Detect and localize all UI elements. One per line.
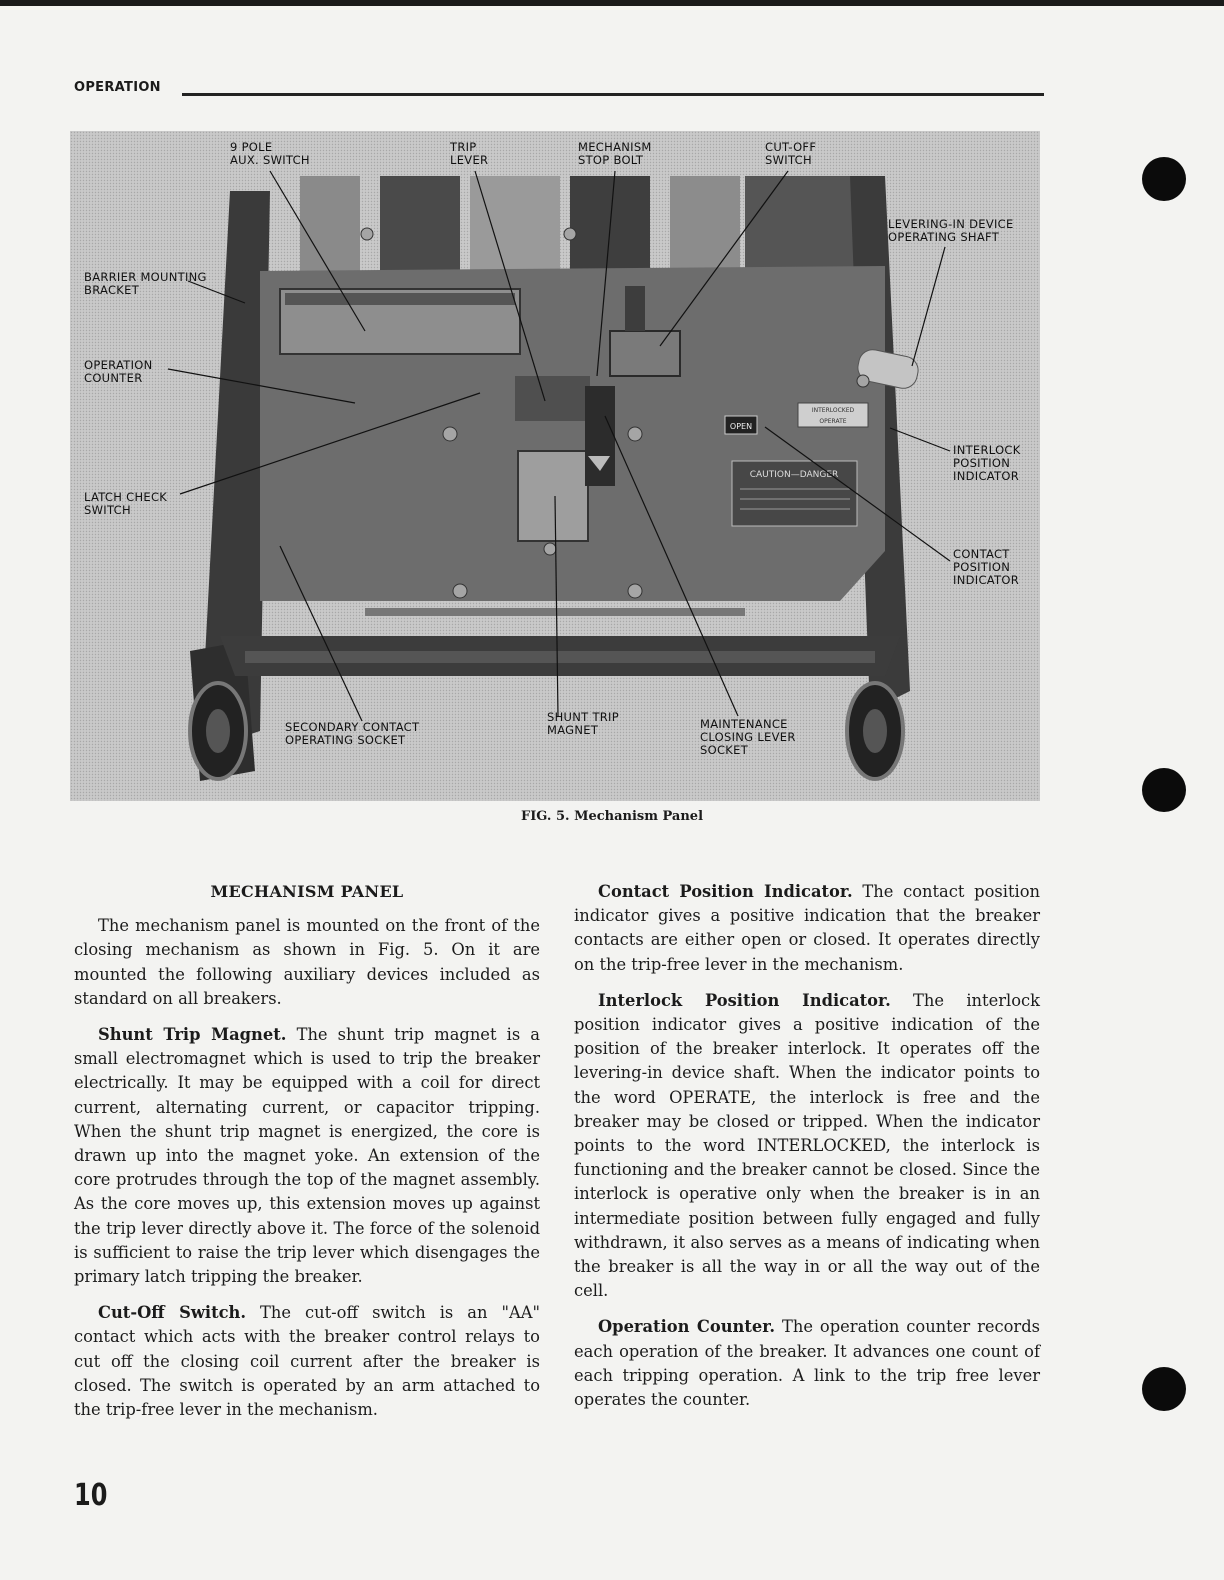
callout-aux-switch: 9 POLE AUX. SWITCH <box>230 140 310 167</box>
contact-indicator-heading: Contact Position Indicator. <box>598 882 853 901</box>
interlock-indicator-heading: Interlock Position Indicator. <box>598 990 891 1010</box>
right-column <box>574 880 1040 1424</box>
left-column <box>74 880 540 1434</box>
section-header <box>74 80 1044 100</box>
figure-caption: FIG. 5. Mechanism Panel <box>520 809 704 824</box>
page-number: 10 <box>74 1478 108 1513</box>
callout-levering-in-shaft: LEVERING-IN DEVICE OPERATING SHAFT <box>888 217 1014 244</box>
interlock-indicator-paragraph: Interlock Position Indicator. The interlock position indicator gives a positive indication of the position of the breaker interlock. It operates off the levering-in device shaft. When the indicator points to the word OPERATE, the interlock is free and the breaker may be closed or tripped. When the indicator points to the word INTERLOCKED, the interlock is functioning and the breaker cannot be closed. Since the interlock is operative only when the breaker is in an intermediate position between fully engaged and fully withdrawn, it also serves as a means of indicating when the breaker is all the way in or all the way out of the cell. <box>574 990 1040 1301</box>
callout-shunt-trip-magnet: SHUNT TRIP MAGNET <box>547 710 619 737</box>
operation-counter-heading: Operation Counter. <box>598 1317 776 1337</box>
cut-off-heading: Cut-Off Switch. <box>98 1303 247 1323</box>
interlock-plate-text-2: OPERATE <box>819 418 847 425</box>
callout-contact-indicator: CONTACT POSITION INDICATOR <box>953 547 1020 587</box>
binder-hole-1 <box>1142 157 1186 201</box>
top-border <box>0 0 1224 6</box>
header-rule <box>182 93 1044 96</box>
shunt-trip-paragraph: Shunt Trip Magnet. The shunt trip magnet is a small electromagnet which is used to trip the breaker electrically. It may be equipped with a coil for direct current, alternating current, or capacitor tripping. When the shunt trip magnet is energized, the core is drawn up into the magnet yoke. An extension of the core protrudes through the top of the magnet assembly. As the core moves up, this extension moves up against the trip lever directly above it. The force of the solenoid is sufficient to raise the trip lever which disengages the primary latch tripping the breaker. <box>74 1025 541 1287</box>
cut-off-paragraph: Cut-Off Switch. The cut-off switch is an "AA" contact which acts with the breaker control relays to cut off the closing coil current after the breaker is closed. The switch is operated by an arm attached to the trip-free lever in the mechanism. <box>74 1303 540 1420</box>
section-label: OPERATION <box>74 80 161 95</box>
intro-paragraph: The mechanism panel is mounted on the front of the closing mechanism as shown in Fig. 5. On it are mounted the following auxiliary devices included as standard on all breakers. <box>74 916 540 1008</box>
callout-barrier-bracket: BARRIER MOUNTING BRACKET <box>84 270 207 297</box>
caution-plate-text: CAUTION—DANGER <box>749 470 839 480</box>
callout-latch-check-switch: LATCH CHECK SWITCH <box>84 490 168 517</box>
shunt-trip-heading: Shunt Trip Magnet. <box>98 1025 287 1045</box>
callout-interlock-indicator: INTERLOCK POSITION INDICATOR <box>953 443 1021 483</box>
binder-hole-2 <box>1142 768 1186 812</box>
callout-maintenance-socket: MAINTENANCE CLOSING LEVER SOCKET <box>700 717 796 757</box>
callout-secondary-contact-socket: SECONDARY CONTACT OPERATING SOCKET <box>285 720 420 747</box>
callout-mechanism-stop-bolt: MECHANISM STOP BOLT <box>578 140 652 167</box>
open-indicator-text: OPEN <box>729 422 753 431</box>
callout-trip-lever: TRIP LEVER <box>450 140 489 167</box>
contact-indicator-paragraph: Contact Position Indicator. The contact position indicator gives a positive indication that the breaker contacts are either open or closed. It operates directly on the trip-free lever in the mechanism. <box>574 882 1040 974</box>
mechanism-panel-figure <box>70 131 1040 801</box>
binder-hole-3 <box>1142 1367 1186 1411</box>
callout-cut-off-switch: CUT-OFF SWITCH <box>765 140 817 167</box>
callout-operation-counter: OPERATION COUNTER <box>84 358 153 385</box>
section-title: MECHANISM PANEL <box>210 882 404 901</box>
operation-counter-paragraph: Operation Counter. The operation counter records each operation of the breaker. It advances one count of each tripping operation. A link to the trip free lever operates the counter. <box>574 1317 1040 1410</box>
interlock-plate-text-1: INTERLOCKED <box>811 407 855 414</box>
